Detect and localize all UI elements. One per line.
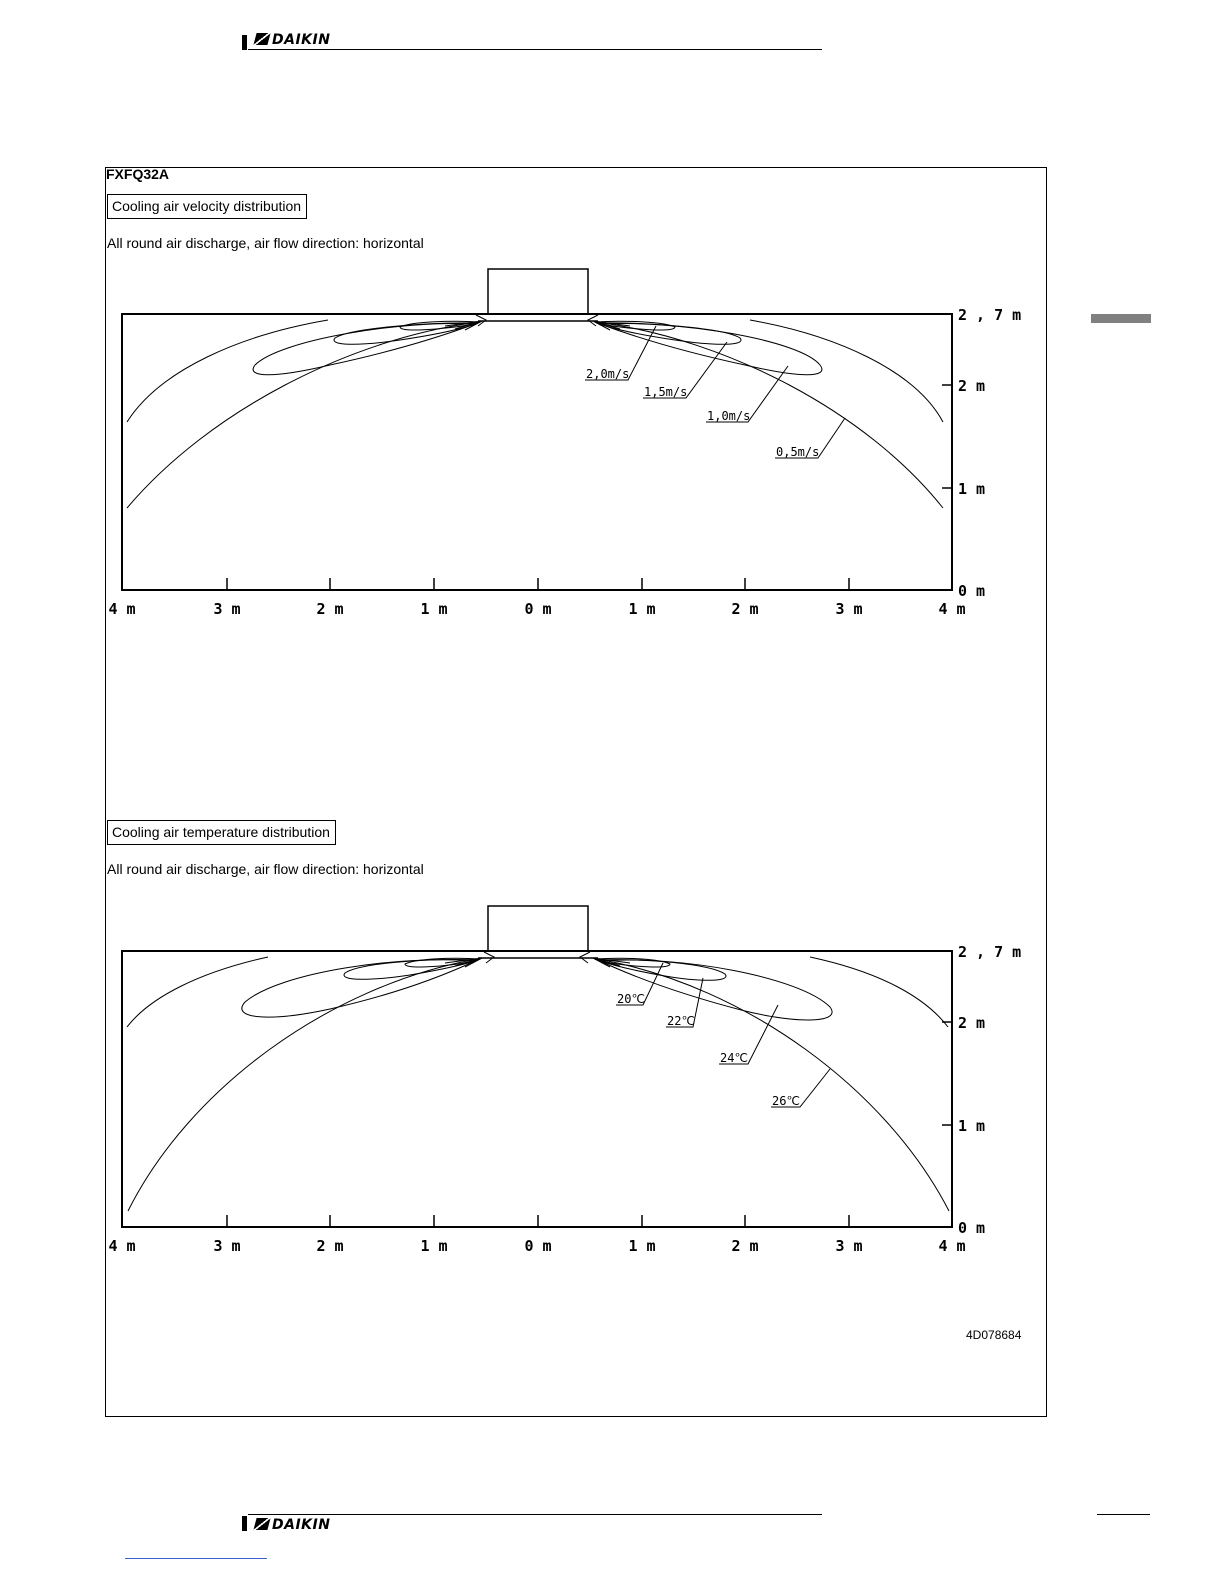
contour-label: 20℃	[617, 992, 645, 1006]
contour-24	[810, 957, 948, 1027]
contour-22	[600, 960, 832, 1020]
contour-label: 1,0m/s	[707, 409, 751, 423]
footer-link-underline[interactable]	[125, 1558, 267, 1559]
contour-1-5	[600, 323, 822, 374]
x-tick-label: 0 m	[524, 1237, 552, 1255]
y-tick-label: 2 , 7 m	[958, 306, 1022, 324]
footer-rule	[248, 1514, 822, 1515]
y-tick-label: 0 m	[958, 1219, 986, 1237]
temperature-distribution-diagram	[100, 897, 1030, 1257]
footer-bar	[242, 1516, 247, 1531]
room-outline	[122, 314, 952, 590]
room-outline	[122, 951, 952, 1227]
velocity-section-title: Cooling air velocity distribution	[107, 194, 307, 219]
header-bar	[242, 35, 247, 50]
y-tick-label: 1 m	[958, 480, 986, 498]
contour-24	[127, 957, 268, 1027]
x-tick-label: 4 m	[108, 600, 136, 618]
x-tick-label: 1 m	[628, 600, 656, 618]
x-tick-label: 4 m	[938, 1237, 966, 1255]
x-tick-label: 4 m	[938, 600, 966, 618]
x-tick-label: 3 m	[213, 1237, 241, 1255]
y-tick-label: 2 , 7 m	[958, 943, 1022, 961]
x-ticks	[227, 578, 849, 590]
x-tick-label: 3 m	[835, 600, 863, 618]
x-tick-label: 0 m	[524, 600, 552, 618]
daikin-logo-icon	[253, 33, 270, 45]
x-tick-label: 1 m	[420, 1237, 448, 1255]
indoor-unit	[488, 906, 588, 951]
contour-1-5	[253, 323, 475, 374]
velocity-distribution-diagram	[100, 260, 1030, 620]
contour-label: 22℃	[667, 1014, 695, 1028]
velocity-subtitle: All round air discharge, air flow direction: horizontal	[107, 235, 424, 251]
contour-0-5	[127, 323, 472, 508]
x-tick-label: 2 m	[731, 1237, 759, 1255]
contour-1-0	[127, 320, 328, 422]
contour-26	[128, 960, 472, 1211]
x-tick-label: 3 m	[213, 600, 241, 618]
indoor-unit	[488, 269, 588, 314]
x-tick-label: 1 m	[420, 600, 448, 618]
contour-label: 26℃	[772, 1094, 800, 1108]
footer-logo	[255, 1517, 330, 1533]
daikin-logo-icon	[253, 1518, 270, 1530]
x-tick-label: 2 m	[316, 600, 344, 618]
contour-label: 24℃	[720, 1051, 748, 1065]
y-tick-label: 2 m	[958, 377, 986, 395]
header-rule	[248, 49, 822, 50]
contour-2-0	[597, 323, 741, 344]
y-tick-label: 2 m	[958, 1014, 986, 1032]
temperature-subtitle: All round air discharge, air flow direction: horizontal	[107, 861, 424, 877]
contour-0-5	[603, 323, 943, 508]
x-tick-label: 2 m	[316, 1237, 344, 1255]
contour-2-0	[334, 323, 478, 344]
model-title: FXFQ32A	[106, 166, 170, 182]
x-tick-label: 4 m	[108, 1237, 136, 1255]
x-tick-label: 3 m	[835, 1237, 863, 1255]
header-logo	[255, 32, 330, 48]
contour-26	[603, 960, 949, 1211]
y-tick-label: 0 m	[958, 582, 986, 600]
x-tick-label: 1 m	[628, 1237, 656, 1255]
contour-1-0	[750, 320, 943, 422]
y-ticks	[942, 1022, 952, 1125]
y-tick-label: 1 m	[958, 1117, 986, 1135]
header-brand: DAIKIN	[272, 32, 331, 48]
contour-label: 1,5m/s	[644, 385, 688, 399]
footer-rule-right	[1097, 1514, 1150, 1515]
x-tick-label: 2 m	[731, 600, 759, 618]
contour-label: 2,0m/s	[586, 367, 630, 381]
x-ticks	[227, 1215, 849, 1227]
footer-brand: DAIKIN	[272, 1517, 331, 1533]
y-ticks	[942, 385, 952, 488]
temperature-section-title: Cooling air temperature distribution	[107, 820, 336, 845]
side-tab-marker	[1091, 314, 1151, 323]
contour-label: 0,5m/s	[776, 445, 820, 459]
document-reference: 4D078684	[966, 1328, 1022, 1342]
